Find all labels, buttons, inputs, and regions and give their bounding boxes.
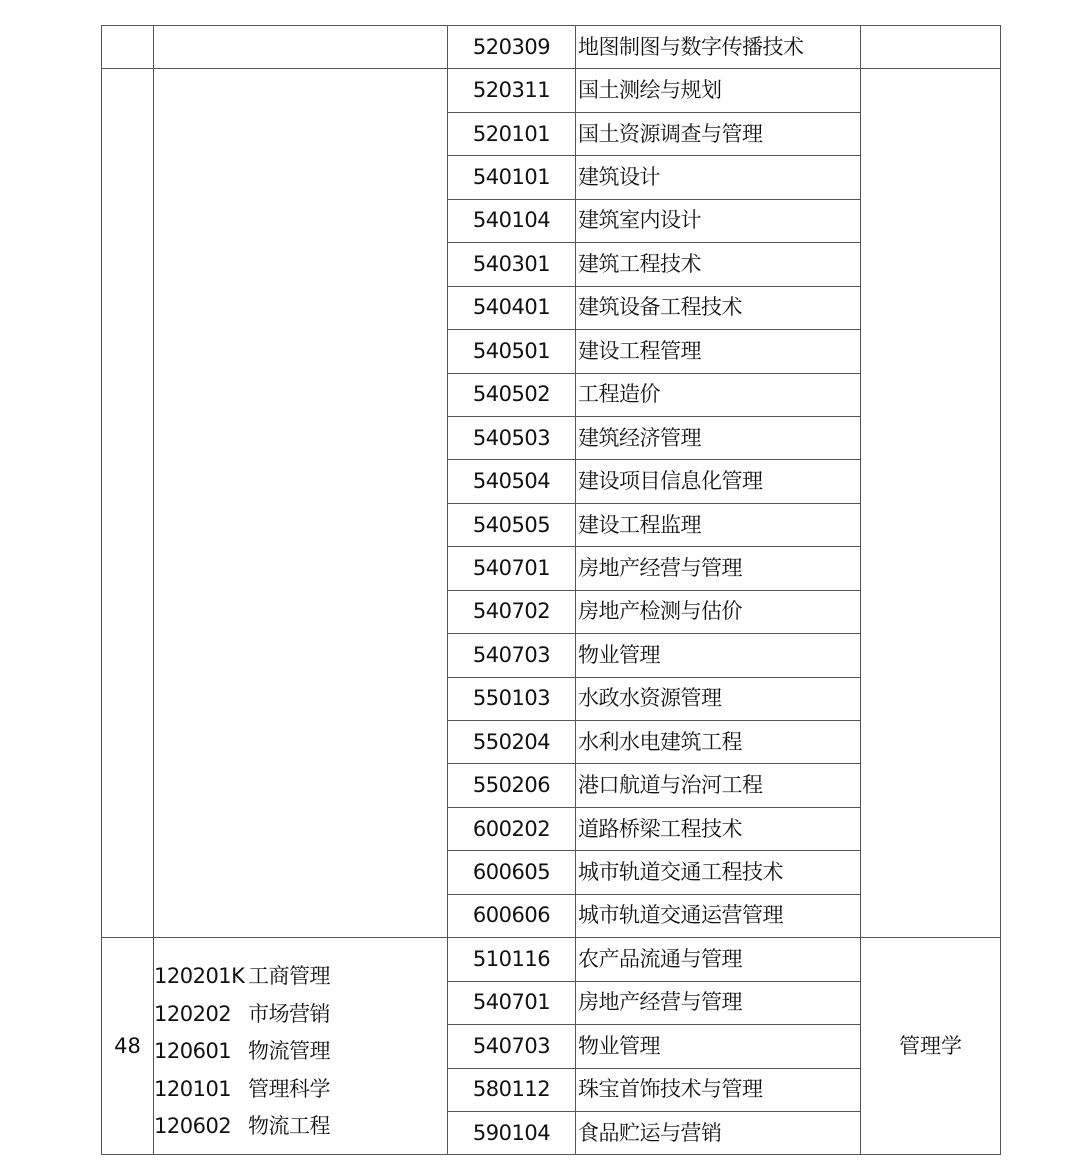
vocational-code: 540301	[448, 243, 576, 286]
group-number: 48	[102, 938, 154, 1155]
vocational-code: 510116	[448, 938, 576, 981]
top-block	[102, 26, 1001, 69]
vocational-name: 水政水资源管理	[576, 677, 861, 720]
list-item	[154, 958, 447, 996]
undergrad-majors-cell	[154, 938, 448, 1155]
vocational-name: 国土测绘与规划	[576, 69, 861, 112]
vocational-name: 国土资源调查与管理	[576, 112, 861, 155]
vocational-code: 600202	[448, 807, 576, 850]
undergrad-code: 120201K	[154, 964, 245, 989]
category-cell: 管理学	[861, 938, 1001, 1155]
list-item	[154, 1033, 447, 1071]
vocational-code: 540701	[448, 547, 576, 590]
vocational-name: 珠宝首饰技术与管理	[576, 1068, 861, 1111]
vocational-code: 540503	[448, 416, 576, 459]
vocational-code: 540702	[448, 590, 576, 633]
vocational-name: 工程造价	[576, 373, 861, 416]
vocational-name: 地图制图与数字传播技术	[576, 26, 861, 69]
group-number-cell	[102, 69, 154, 938]
table-row	[102, 26, 1001, 69]
vocational-code: 520309	[448, 26, 576, 69]
vocational-code: 540501	[448, 330, 576, 373]
vocational-name: 农产品流通与管理	[576, 938, 861, 981]
category-cell	[861, 26, 1001, 69]
vocational-code: 550206	[448, 764, 576, 807]
vocational-code: 520311	[448, 69, 576, 112]
table-row	[102, 69, 1001, 112]
vocational-name: 建筑工程技术	[576, 243, 861, 286]
vocational-code: 520101	[448, 112, 576, 155]
undergrad-code: 120601	[154, 1039, 232, 1064]
vocational-name: 建设项目信息化管理	[576, 460, 861, 503]
undergrad-code: 120602	[154, 1114, 232, 1139]
undergrad-name: 管理科学	[248, 1076, 330, 1101]
vocational-code: 590104	[448, 1111, 576, 1154]
vocational-code: 540502	[448, 373, 576, 416]
list-item	[154, 1071, 447, 1109]
vocational-code: 540701	[448, 981, 576, 1024]
undergrad-majors-cell	[154, 69, 448, 938]
category-cell	[861, 69, 1001, 938]
vocational-name: 城市轨道交通工程技术	[576, 851, 861, 894]
vocational-name: 建筑室内设计	[576, 199, 861, 242]
vocational-code: 540505	[448, 503, 576, 546]
list-item	[154, 1108, 447, 1146]
vocational-code: 580112	[448, 1068, 576, 1111]
vocational-name: 建设工程监理	[576, 503, 861, 546]
vocational-code: 540401	[448, 286, 576, 329]
vocational-name: 房地产经营与管理	[576, 981, 861, 1024]
vocational-code: 550103	[448, 677, 576, 720]
vocational-code: 540101	[448, 156, 576, 199]
middle-block	[102, 69, 1001, 938]
vocational-name: 水利水电建筑工程	[576, 721, 861, 764]
vocational-code: 550204	[448, 721, 576, 764]
group-48-block	[102, 938, 1001, 1155]
vocational-name: 道路桥梁工程技术	[576, 807, 861, 850]
vocational-code: 540703	[448, 634, 576, 677]
vocational-name: 房地产检测与估价	[576, 590, 861, 633]
vocational-code: 540504	[448, 460, 576, 503]
undergrad-name: 物流管理	[248, 1039, 330, 1064]
vocational-name: 港口航道与治河工程	[576, 764, 861, 807]
vocational-name: 建筑经济管理	[576, 416, 861, 459]
group-number-cell	[102, 26, 154, 69]
undergrad-name: 物流工程	[248, 1114, 330, 1139]
vocational-name: 城市轨道交通运营管理	[576, 894, 861, 937]
undergrad-name: 工商管理	[248, 964, 330, 989]
vocational-name: 物业管理	[576, 1025, 861, 1068]
vocational-code: 540104	[448, 199, 576, 242]
vocational-code: 600605	[448, 851, 576, 894]
vocational-name: 食品贮运与营销	[576, 1111, 861, 1154]
list-item	[154, 996, 447, 1034]
undergrad-majors-cell	[154, 26, 448, 69]
undergrad-name: 市场营销	[248, 1001, 330, 1026]
vocational-name: 物业管理	[576, 634, 861, 677]
undergrad-code: 120101	[154, 1076, 232, 1101]
table-row	[102, 938, 1001, 981]
vocational-name: 建设工程管理	[576, 330, 861, 373]
vocational-code: 540703	[448, 1025, 576, 1068]
vocational-code: 600606	[448, 894, 576, 937]
vocational-name: 房地产经营与管理	[576, 547, 861, 590]
major-table	[101, 25, 1001, 1155]
vocational-name: 建筑设计	[576, 156, 861, 199]
undergrad-code: 120202	[154, 1001, 232, 1026]
undergrad-major-list	[154, 938, 447, 1146]
vocational-name: 建筑设备工程技术	[576, 286, 861, 329]
